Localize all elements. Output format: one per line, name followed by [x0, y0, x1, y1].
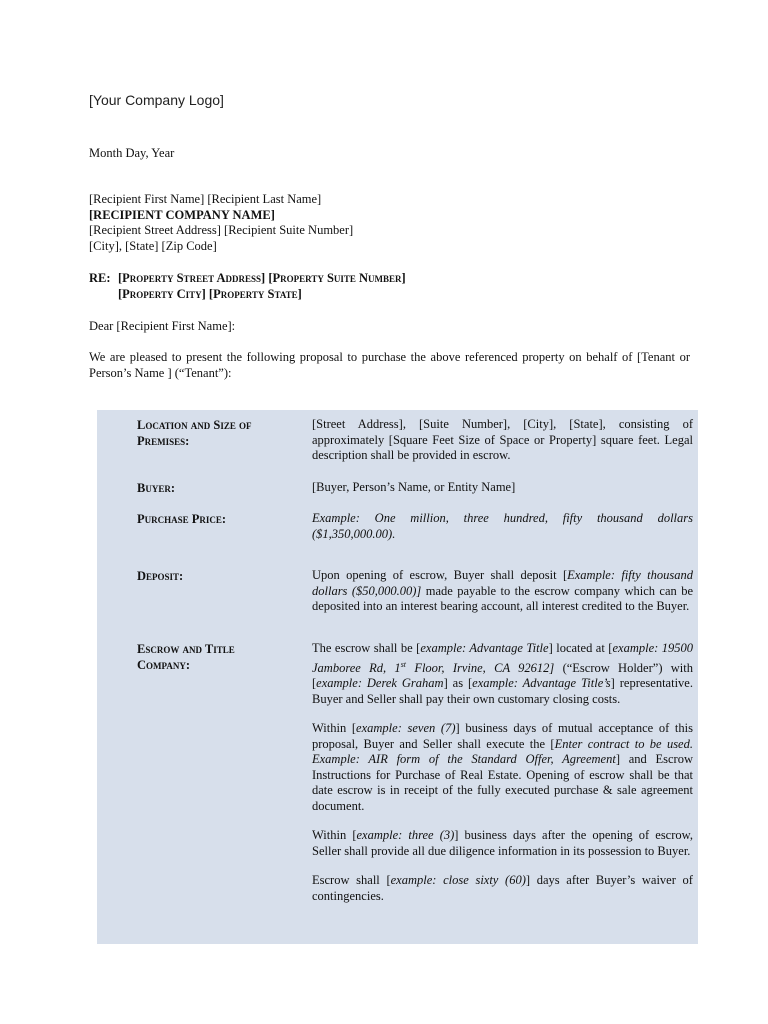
company-logo-placeholder: [Your Company Logo] [89, 92, 224, 108]
term-label: Location and Size of Premises: [137, 418, 252, 448]
re-line-1: [Property Street Address] [Property Suite Number] [118, 271, 406, 285]
recipient-name: [Recipient First Name] [Recipient Last Name] [89, 192, 322, 206]
recipient-company: [RECIPIENT COMPANY NAME] [89, 207, 275, 222]
terms-table [97, 410, 698, 944]
term-value: [Street Address], [Suite Number], [City], [State], consisting of approximately [Square Feet Size of Space or Property] square feet. Legal description shall be provided in escrow. [312, 417, 693, 462]
recipient-city: [City], [State] [Zip Code] [89, 238, 217, 253]
term-value: Upon opening of escrow, Buyer shall deposit [Example: fifty thousand dollars ($50,000.00)] made payable to the escrow company which can be deposited into an interest bearing account, all interest credited to the Buyer. [312, 568, 693, 613]
term-value: Example: One million, three hundred, fifty thousand dollars ($1,350,000.00). [312, 511, 693, 541]
term-value [312, 641, 693, 918]
recipient-street: [Recipient Street Address] [Recipient Suite Number] [89, 223, 354, 237]
term-label: Buyer: [137, 481, 176, 495]
escrow-paragraph-1: The escrow shall be [example: Advantage Title] located at [example: 19500 Jamboree Rd, 1st Floor, Irvine, CA 92612] (“Escrow Holder”) with [example: Derek Graham] as [example: Advantage Title’s] representative. Buyer and Seller shall pay their own customary closing costs. [312, 641, 694, 706]
re-line-2: [Property City] [Property State] [118, 287, 302, 301]
term-label: Purchase Price: [137, 512, 227, 526]
letter-date: Month Day, Year [89, 146, 175, 160]
term-label: Escrow and Title Company: [137, 642, 235, 672]
salutation: Dear [Recipient First Name]: [89, 319, 236, 333]
recipient-block [89, 192, 353, 254]
re-label: RE: [89, 271, 111, 285]
escrow-paragraph-3: Within [example: three (3)] business days after the opening of escrow, Seller shall provide all due diligence information in its possession to Buyer. [312, 828, 693, 858]
intro-paragraph: We are pleased to present the following proposal to purchase the above referenced property on behalf of [Tenant or Person’s Name ] (“Tenant”): [89, 350, 690, 380]
term-label: Deposit: [137, 569, 184, 583]
escrow-paragraph-4: Escrow shall [example: close sixty (60)] days after Buyer’s waiver of contingencies. [312, 873, 693, 903]
re-block [89, 271, 406, 303]
escrow-paragraph-2: Within [example: seven (7)] business days of mutual acceptance of this proposal, Buyer and Seller shall execute the [Enter contract to be used. Example: AIR form of the Standard Offer, Agreement] and Escrow Instructions for Purchase of Real Estate. Opening of escrow shall be that date escrow is in receipt of the fully executed purchase & sale agreement document. [312, 721, 693, 813]
term-value: [Buyer, Person’s Name, or Entity Name] [312, 480, 516, 494]
